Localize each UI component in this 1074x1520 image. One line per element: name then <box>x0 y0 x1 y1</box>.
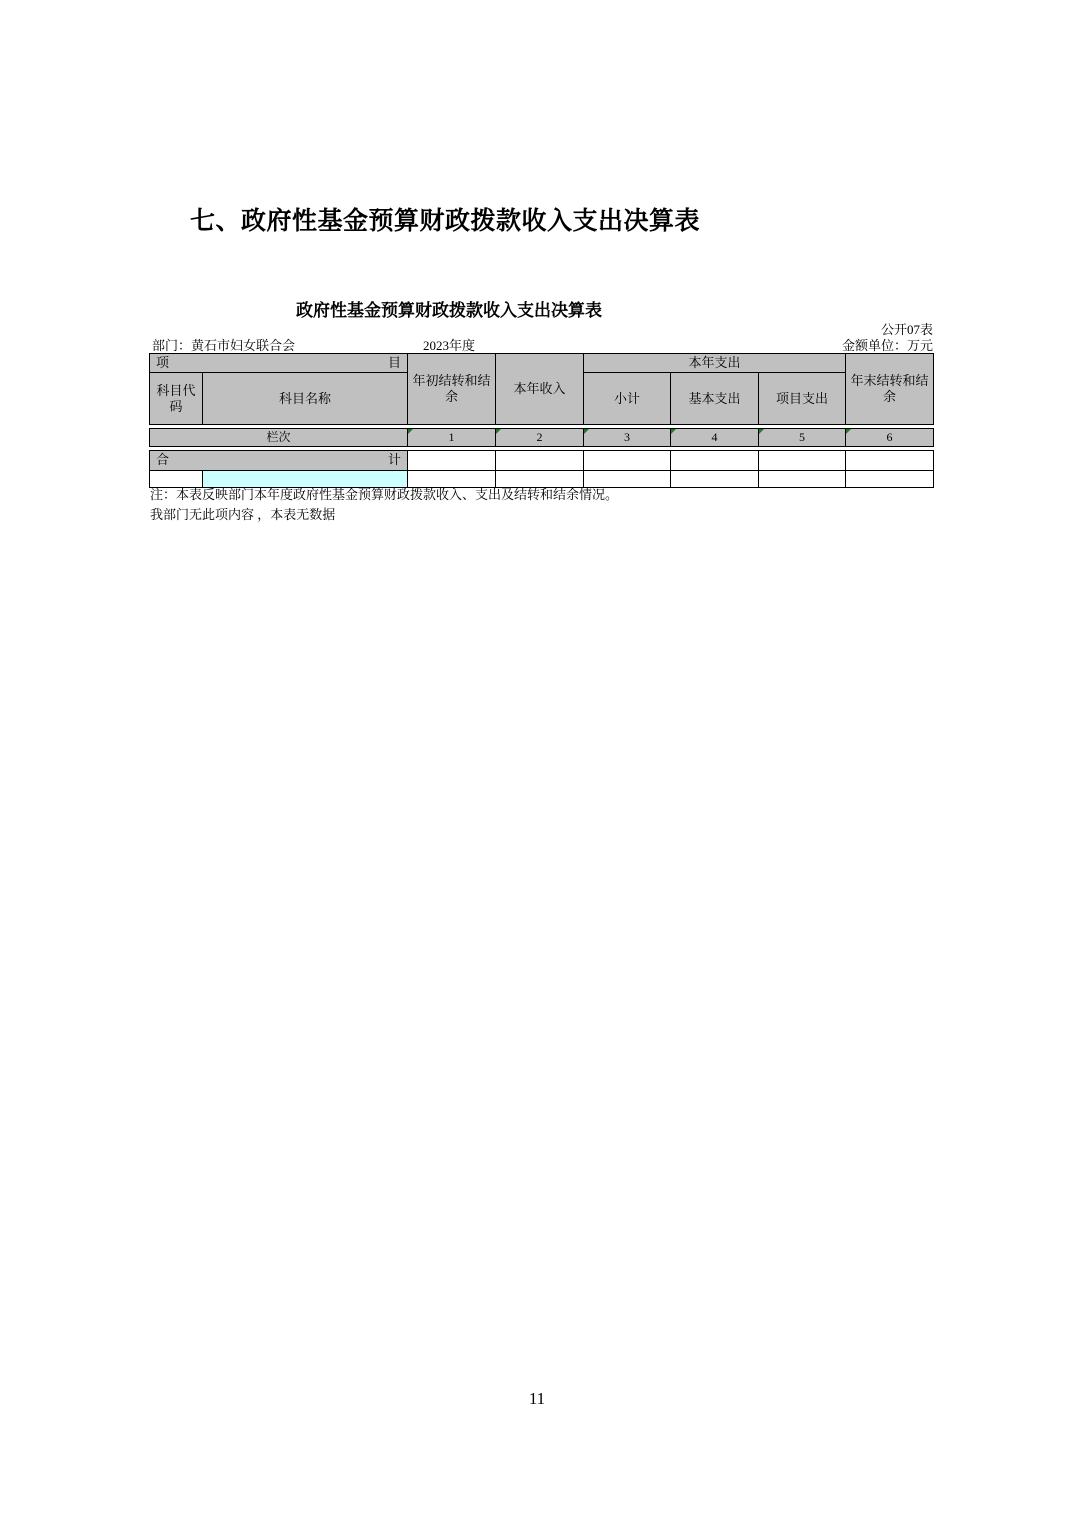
total-value-cell <box>408 451 496 470</box>
subject-code-header-cell: 科目代码 <box>150 373 203 425</box>
total-value-cell <box>671 451 759 470</box>
flag-triangle-icon <box>846 429 851 434</box>
begin-balance-header-cell: 年初结转和结余 <box>408 354 496 425</box>
page-heading: 七、政府性基金预算财政拨款收入支出决算表 <box>190 207 701 235</box>
column-number-cell <box>408 429 496 447</box>
total-row <box>150 451 934 470</box>
total-label-right: 计 <box>387 452 401 468</box>
subtotal-header-cell: 小计 <box>584 373 671 425</box>
basic-expense-header-cell: 基本支出 <box>671 373 759 425</box>
year-income-header-cell: 本年收入 <box>496 354 584 425</box>
column-number-cell <box>584 429 671 447</box>
form-code-label: 公开07表 <box>880 322 933 337</box>
flag-triangle-icon <box>408 429 413 434</box>
column-number: 3 <box>624 430 631 445</box>
note-line-2: 我部门无此项内容 ，本表无数据 <box>150 507 336 522</box>
flag-triangle-icon <box>671 429 676 434</box>
total-value-cell <box>584 451 671 470</box>
column-number: 5 <box>799 430 806 445</box>
table-notes <box>150 485 940 525</box>
note-line-1: 注：本表反映部门本年度政府性基金预算财政拨款收入、支出及结转和结余情况。 <box>150 487 619 502</box>
column-number: 4 <box>711 430 718 445</box>
lanci-label-cell: 栏次 <box>150 429 408 447</box>
total-value-cell <box>846 451 934 470</box>
department-label: 部门：黄石市妇女联合会 <box>152 338 296 353</box>
page-number: 11 <box>528 1389 546 1408</box>
year-label: 2023年度 <box>423 338 476 353</box>
total-label-left: 合 <box>156 452 170 468</box>
column-number-cell <box>496 429 584 447</box>
flag-triangle-icon <box>584 429 589 434</box>
item-header-left: 项 <box>156 355 170 370</box>
column-number-cell <box>671 429 759 447</box>
unit-label: 金额单位：万元 <box>841 338 933 353</box>
total-value-cell <box>496 451 584 470</box>
year-expense-header-cell: 本年支出 <box>584 354 846 373</box>
item-header-right: 目 <box>387 355 401 370</box>
column-number: 6 <box>886 430 893 445</box>
body-table <box>149 450 934 487</box>
total-value-cell <box>759 451 846 470</box>
column-number: 2 <box>536 430 543 445</box>
header-table <box>149 353 934 425</box>
flag-triangle-icon <box>496 429 501 434</box>
fund-budget-table <box>149 353 933 488</box>
column-number: 1 <box>448 430 455 445</box>
item-header-cell <box>150 354 408 373</box>
project-expense-header-cell: 项目支出 <box>759 373 846 425</box>
total-label-cell <box>150 451 408 470</box>
column-number-cell <box>846 429 934 447</box>
column-index-table <box>149 428 934 447</box>
flag-triangle-icon <box>759 429 764 434</box>
table-title: 政府性基金预算财政拨款收入支出决算表 <box>296 301 602 320</box>
column-number-cell <box>759 429 846 447</box>
subject-name-header-cell: 科目名称 <box>203 373 408 425</box>
end-balance-header-cell: 年末结转和结余 <box>846 354 934 425</box>
table-meta-row <box>149 335 933 353</box>
